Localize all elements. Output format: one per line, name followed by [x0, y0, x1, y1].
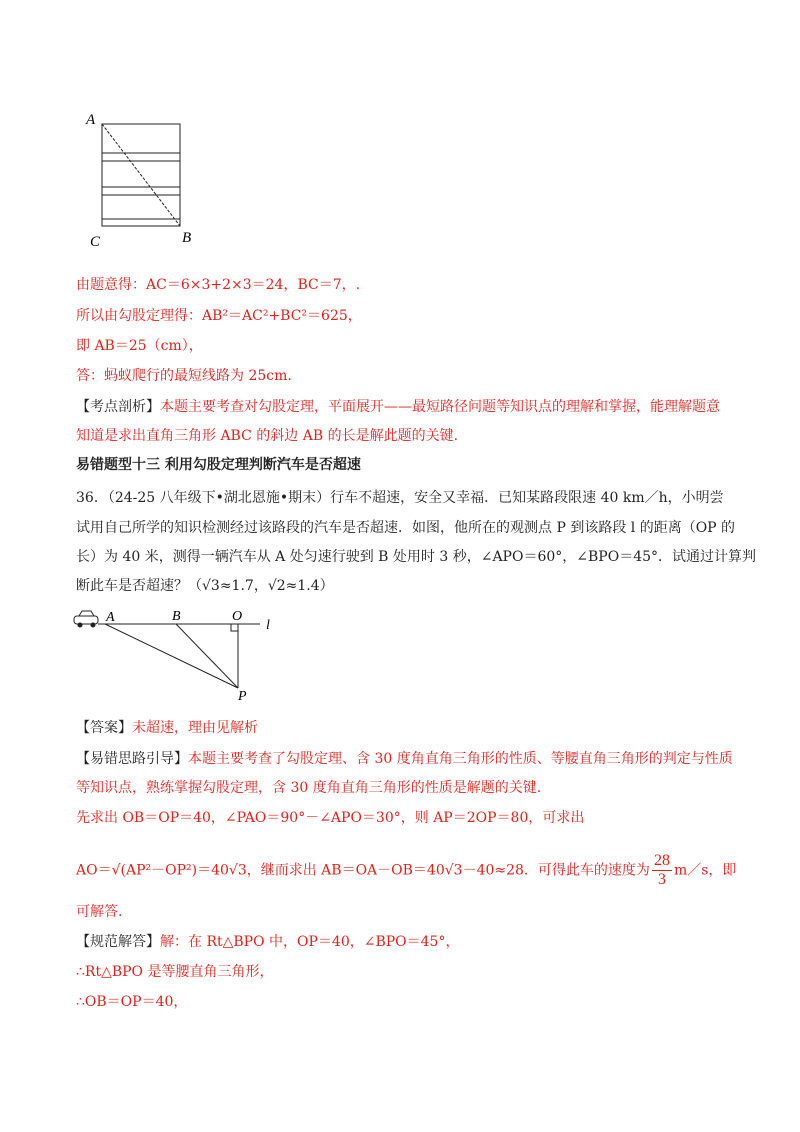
section-title: 易错题型十三 利用勾股定理判断汽车是否超速: [76, 457, 361, 473]
analysis1-line2: 知道是求出直角三角形 ABC 的斜边 AB 的长是解此题的关键.: [76, 428, 459, 444]
solution2-line2: ∴Rt△BPO 是等腰直角三角形，: [76, 964, 274, 980]
fraction-denominator: 3: [657, 871, 666, 888]
solution1-line4: 答：蚂蚁爬行的最短线路为 25cm.: [76, 368, 292, 384]
answer-text: 未超速，理由见解析: [132, 720, 258, 736]
figure-unfolded-box: [80, 108, 210, 250]
hint-line5: 可解答.: [76, 904, 123, 920]
analysis-tag: 【考点剖析】: [76, 399, 160, 415]
segment-bp: [176, 624, 238, 688]
problem-line3: 长）为 40 米，测得一辆汽车从 A 处匀速行驶到 B 处用时 3 秒，∠APO＝60°，∠BPO＝45°．试通过计算判: [76, 549, 757, 565]
label-p: P: [238, 689, 247, 704]
label-c: C: [90, 234, 101, 250]
problem-line2: 试用自己所学的知识检测经过该路段的汽车是否超速．如图，他所在的观测点 P 到该路段 l 的距离（OP 的: [76, 520, 736, 536]
analysis-text: 本题主要考查对勾股定理，平面展开——最短路径问题等知识点的理解和掌握，能理解题意: [160, 399, 720, 415]
label-o: O: [232, 609, 243, 624]
hint: [76, 750, 733, 768]
label-a: A: [106, 610, 115, 625]
hint-text: 本题主要考查了勾股定理、含 30 度角直角三角形的性质、等腰直角三角形的判定与性质: [188, 751, 733, 767]
problem-line1: 36．（24-25 八年级下•湖北恩施•期末）行车不超速，安全又幸福．已知某路段限速 40 km／h，小明尝: [76, 490, 724, 506]
hint-line4-part1: AO＝√(AP²－OP²)＝40√3，继而求出 AB＝OA－OB＝40√3－40≈28．可得此车的速度为: [76, 862, 650, 879]
car-icon: [74, 611, 98, 628]
solution2-line1: [76, 933, 459, 951]
problem-line4: 断此车是否超速？（√3≈1.7，√2≈1.4）: [76, 578, 334, 594]
figure-road: [72, 604, 282, 704]
analysis1: [76, 398, 720, 416]
label-b: B: [182, 230, 192, 246]
label-a: A: [86, 112, 96, 128]
hint-line4-part2: m／s，即: [673, 862, 737, 879]
diagonal-ab: [102, 124, 180, 226]
label-l: l: [266, 618, 270, 633]
solution1-line2: 所以由勾股定理得：AB²＝AC²+BC²＝625，: [76, 308, 362, 324]
right-angle-mark: [231, 624, 238, 631]
hint-tag: 【易错思路引导】: [76, 751, 188, 767]
solution1-line3: 即 AB＝25（cm），: [76, 338, 203, 354]
hint-line3: 先求出 OB＝OP＝40，∠PAO＝90°－∠APO＝30°，则 AP＝2OP＝80，可求出: [76, 810, 585, 826]
hint-line2: 等知识点，熟练掌握勾股定理，含 30 度角直角三角形的性质是解题的关键.: [76, 780, 542, 796]
fraction-numerator: 28: [653, 852, 670, 869]
solution1-line1: 由题意得：AC＝6×3+2×3＝24，BC＝7，.: [76, 277, 361, 293]
solution2-tag: 【规范解答】: [76, 934, 160, 950]
answer-tag: 【答案】: [76, 720, 132, 736]
hint-line4: [76, 852, 736, 889]
solution2-line3: ∴OB＝OP＝40，: [76, 994, 188, 1010]
segment-ap: [105, 624, 238, 688]
solution2-text: 解：在 Rt△BPO 中，OP＝40，∠BPO＝45°，: [160, 934, 460, 950]
label-b: B: [172, 609, 181, 624]
speed-fraction: [652, 852, 672, 889]
answer: [76, 719, 258, 737]
